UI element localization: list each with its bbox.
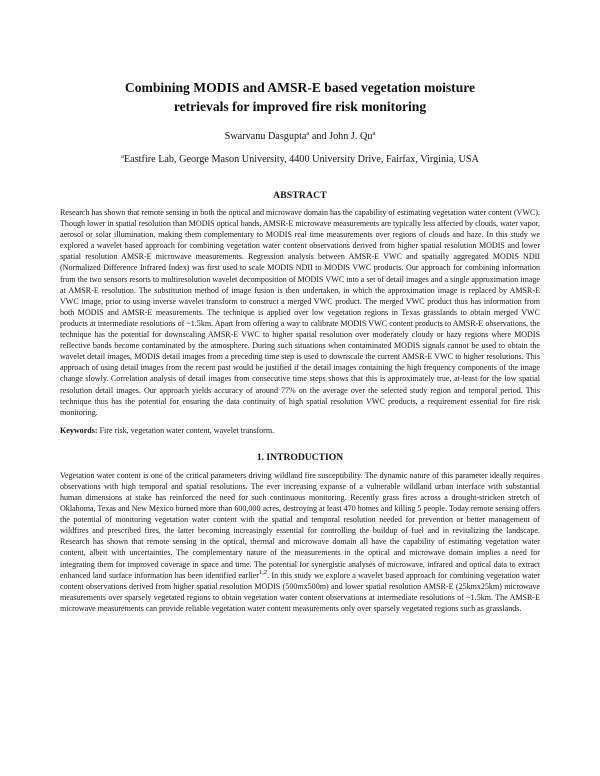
- affiliation-text: Eastfire Lab, George Mason University, 4400 University Drive, Fairfax, Virginia, USA: [123, 154, 479, 165]
- section-body: [60, 470, 540, 614]
- title-line-1: Combining MODIS and AMSR-E based vegetation moisture: [124, 80, 476, 95]
- author-separator: and: [309, 131, 330, 142]
- keywords-text: Fire risk, vegetation water content, wavelet transform.: [97, 425, 275, 435]
- citation-reference: 1,2: [258, 568, 268, 576]
- author-name: Swarvanu Dasgupta: [224, 131, 307, 142]
- section-heading: 1. INTRODUCTION: [256, 451, 344, 463]
- affiliation-marker: a: [121, 153, 124, 160]
- body-text-part-2: . In this study we explore a wavelet based approach for combining vegetation water content observations derived from higher spatial resolution MODIS (500mx500m) and lower spatial resolution AMSR-E (25kmx25km) microwave measurements over sparsely vegetated regions to obtain vegetation water content observations at intermediate resolutions of ~1.5km. The AMSR-E microwave measurements can provide reliable vegetation water content measurements only over sparsely vegetated regions such as grasslands.: [60, 570, 540, 613]
- paper-title: [60, 78, 540, 116]
- paper-page: [60, 78, 540, 614]
- body-text-part-1: Vegetation water content is one of the critical parameters driving wildland fire susceptibility. The dynamic nature of this parameter ideally requires observations with high temporal and spatial resolutions. The ever increasing expanse of a vulnerable wildland urban interface with substantial human dimensions at stake has reinforced the need for such continuous monitoring. Recently grass fires across a drought-stricken stretch of Oklahoma, Texas and New Mexico burned more than 600,000 acres, destroying at least 470 homes and killing 5 people. Today remote sensing offers the potential of monitoring vegetation water content with the spatial and temporal resolution needed for prevention or better management of wildfires and prescribed fires, the latter becoming increasingly essential for controlling the buildup of fuel and in revitalizing the landscape. Research has shown that remote sensing in the optical, thermal and microwave domain all have the capability of estimating vegetation water content, albeit with uncertainties. The complementary nature of the measurements in the optical and microwave domain implies a need for integrating them for improved coverage in space and time. The potential for synergistic analyses of microwave, infrared and optical data to extract enhanced land surface information has been identified earlier: [60, 470, 540, 580]
- author-list: [60, 130, 540, 143]
- keywords-label: Keywords:: [60, 425, 98, 435]
- abstract-text: Research has shown that remote sensing in both the optical and microwave domain has the capability of estimating vegetation water content (VWC). Though lower in spatial resolution than MODIS optical bands, AMSR-E microwave measurements are typically less affected by clouds, water vapor, aerosol or solar illumination, making them complementary to MODIS real time measurements over regions of clouds and haze. In this study we explored a wavelet based approach for combining vegetation water content observations derived from higher spatial resolution MODIS and lower spatial resolution AMSR-E microwave measurements. Regression analysis between AMSR-E VWC and spatially aggregated MODIS NDII (Normalized Difference Infrared Index) was first used to scale MODIS NDII to MODIS VWC products. Our approach for combining information from the two sensors resorts to multiresolution wavelet decomposition of MODIS VWC into a set of detail images and a single approximation image at AMSR-E resolution. The substitution method of image fusion is then undertaken, in which the approximation image is replaced by AMSR-E VWC image, prior to using inverse wavelet transform to construct a merged VWC product. The merged VWC product thus has information from both MODIS and AMSR-E measurements. The technique is applied over low vegetation regions in Texas grasslands to obtain merged VWC products at intermediate resolutions of ~1.5km. Apart from offering a way to calibrate MODIS VWC content products to AMSR-E observations, the technique has the potential for downscaling AMSR-E VWC to higher spatial resolution over moderately cloudy or hazy regions where MODIS reflective bands become contaminated by the atmosphere. During such situations when contaminated MODIS signals cannot be used to obtain the wavelet detail images, MODIS detail images from a preceding time step is used to downscale the current AMSR-E VWC to higher resolutions. This approach of using detail images from the recent past would be justified if the detail images containing the high frequency components of the image change slowly. Correlation analysis of detail images from consecutive time steps shows that this is approximately true, at-least for the low spatial resolution detail images. Our approach yields accuracy of around 77% on the average over the selected study region and temporal period. This technique thus has the potential for ensuring the data continuity of high spatial resolution VWC products, a requirement essential for fire risk monitoring.: [60, 208, 540, 417]
- author-affil-marker: a: [306, 130, 310, 137]
- author-affil-marker: a: [372, 130, 376, 137]
- affiliation: [60, 153, 540, 166]
- title-line-2: retrievals for improved fire risk monitoring: [173, 99, 427, 114]
- author-name: John J. Qu: [329, 131, 373, 142]
- abstract-heading: ABSTRACT: [273, 190, 327, 201]
- keywords: [60, 425, 540, 436]
